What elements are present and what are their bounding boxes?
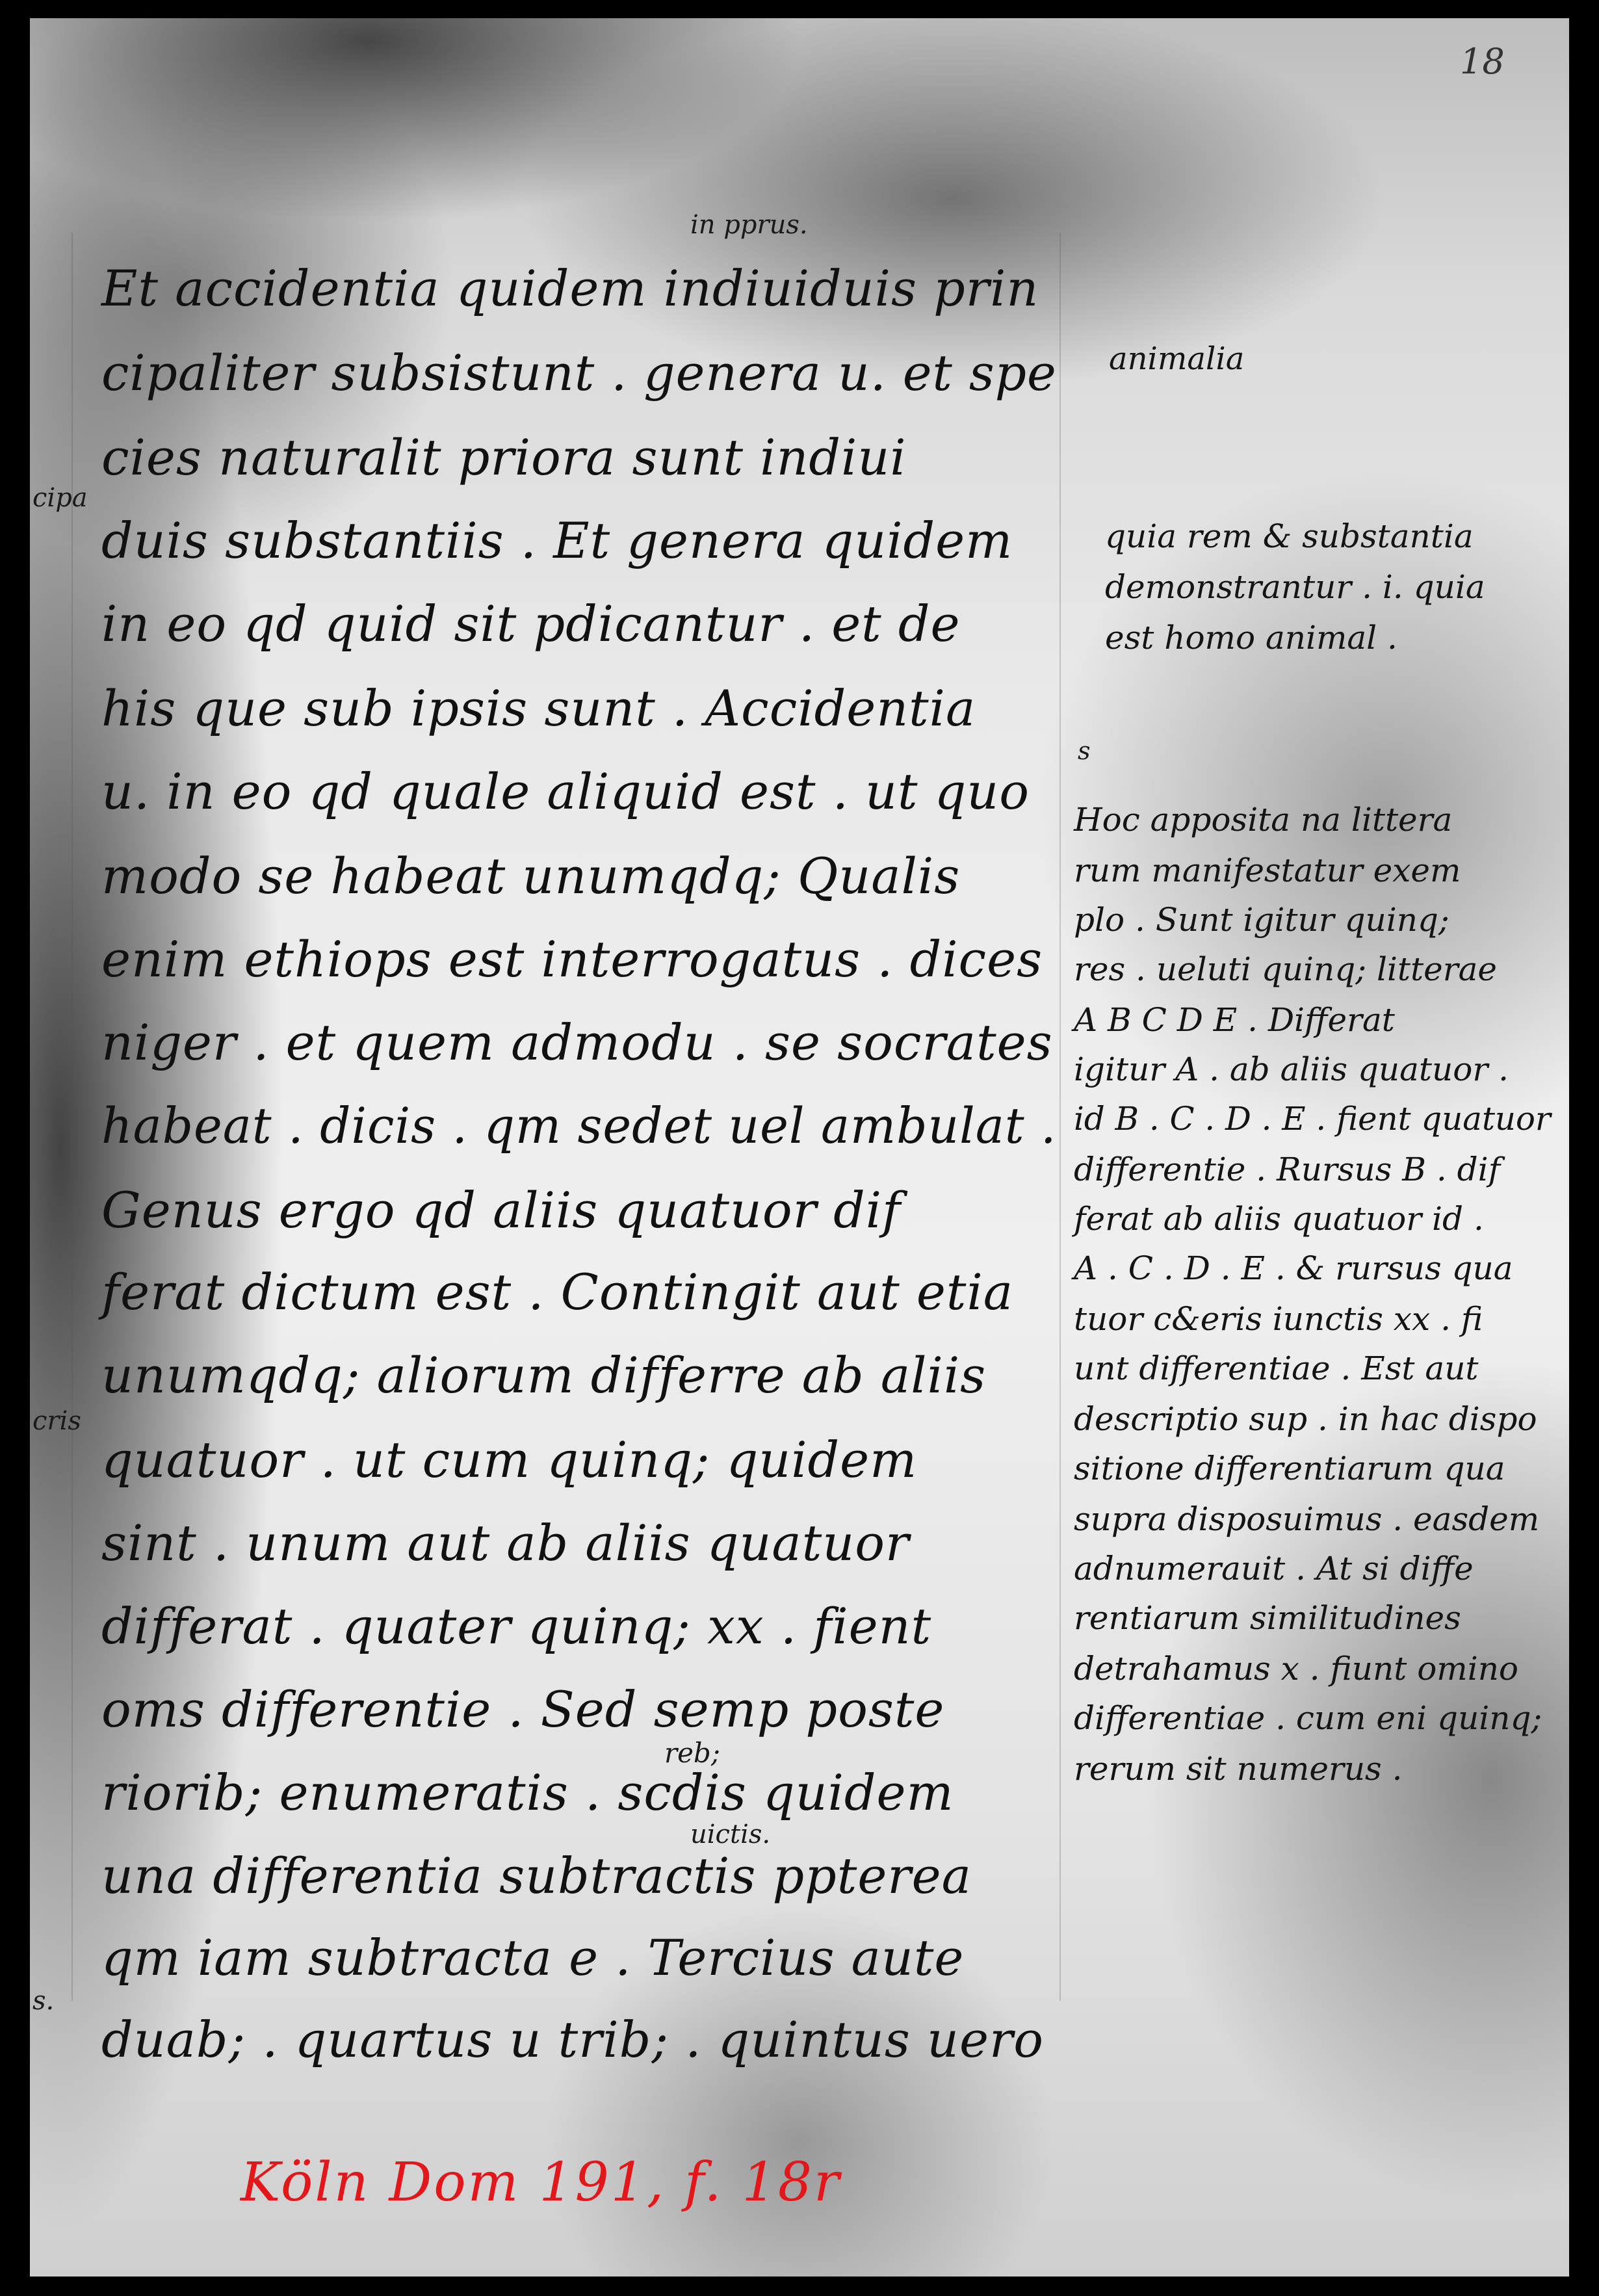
gloss-line: detrahamus x . fiunt omino	[1074, 1650, 1519, 1688]
main-text-line: u. in eo qd quale aliquid est . ut quo	[101, 763, 1030, 820]
ruling-line	[1060, 233, 1061, 2001]
gloss-line: tuor c&eris iunctis xx . fi	[1074, 1300, 1483, 1338]
gloss-line: ferat ab aliis quatuor id .	[1074, 1200, 1484, 1238]
gloss-line: sitione differentiarum qua	[1074, 1450, 1505, 1487]
margin-note-left: cris	[32, 1406, 81, 1436]
interlinear-gloss: reb;	[664, 1737, 720, 1769]
gloss-line: rum manifestatur exem	[1074, 852, 1461, 889]
interlinear-gloss: uictis.	[690, 1820, 771, 1849]
manuscript-page	[30, 18, 1569, 2276]
main-text-line: qm iam subtracta e . Tercius aute	[101, 1929, 965, 1987]
gloss-line: adnumerauit . At si diffe	[1074, 1550, 1474, 1587]
gloss-line: differentiae . cum eni quinq;	[1074, 1699, 1542, 1737]
gloss-line: A . C . D . E . & rursus qua	[1074, 1249, 1513, 1287]
gloss-line: est homo animal .	[1105, 619, 1398, 657]
gloss-line: plo . Sunt igitur quinq;	[1074, 901, 1450, 939]
gloss-line: rentiarum similitudines	[1074, 1599, 1461, 1637]
gloss-line: demonstrantur . i. quia	[1105, 568, 1485, 606]
interlinear-gloss: in pprus.	[690, 210, 808, 240]
gloss-line: supra disposuimus . easdem	[1074, 1500, 1540, 1538]
gloss-line: A B C D E . Differat	[1074, 1001, 1395, 1039]
gloss-line: rerum sit numerus .	[1074, 1750, 1403, 1788]
main-text-line: duis substantiis . Et genera quidem	[101, 512, 1013, 569]
main-text-line: his que sub ipsis sunt . Accidentia	[101, 679, 976, 737]
main-text-line: Et accidentia quidem indiuiduis prin	[101, 259, 1039, 317]
main-text-line: habeat . dicis . qm sedet uel ambulat .	[101, 1097, 1057, 1155]
main-text-line: ferat dictum est . Contingit aut etia	[101, 1263, 1014, 1321]
gloss-mark: s	[1078, 737, 1091, 765]
folio-number: 18	[1460, 41, 1505, 82]
gloss-line: igitur A . ab aliis quatuor .	[1074, 1050, 1509, 1088]
main-text-line: enim ethiops est interrogatus . dices	[101, 930, 1043, 988]
gloss-line: quia rem & substantia	[1105, 517, 1474, 555]
main-text-line: duab; . quartus u trib; . quintus uero	[101, 2011, 1045, 2068]
main-text-line: quatuor . ut cum quinq; quidem	[101, 1431, 918, 1489]
main-text-line: cies naturalit priora sunt indiui	[101, 428, 907, 486]
margin-gloss-animalia: animalia	[1109, 341, 1245, 377]
shelfmark-caption: Köln Dom 191, f. 18r	[240, 2152, 842, 2213]
main-text-line: modo se habeat unumqdq; Qualis	[101, 847, 961, 905]
main-text-line: cipaliter subsistunt . genera u. et spe	[101, 344, 1057, 402]
main-text-line: in eo qd quid sit pdicantur . et de	[101, 595, 961, 653]
gloss-line: descriptio sup . in hac dispo	[1074, 1400, 1537, 1438]
main-text-line: differat . quater quinq; xx . fient	[101, 1597, 932, 1655]
main-text-line: niger . et quem admodu . se socrates	[101, 1013, 1053, 1071]
gloss-line: id B . C . D . E . fient quatuor	[1074, 1100, 1551, 1138]
main-text-line: Genus ergo qd aliis quatuor dif	[101, 1181, 902, 1239]
main-text-line: unumqdq; aliorum differre ab aliis	[101, 1346, 987, 1404]
margin-note-left: s.	[32, 1986, 55, 2016]
main-text-line: una differentia subtractis ppterea	[101, 1847, 972, 1905]
gloss-line: res . ueluti quinq; litterae	[1074, 950, 1498, 988]
gloss-line: Hoc apposita na littera	[1074, 801, 1453, 839]
main-text-line: oms differentie . Sed semp poste	[101, 1680, 945, 1738]
main-text-line: sint . unum aut ab aliis quatuor	[101, 1514, 910, 1572]
gloss-line: differentie . Rursus B . dif	[1074, 1151, 1501, 1188]
gloss-line: unt differentiae . Est aut	[1074, 1350, 1479, 1387]
main-text-line: riorib; enumeratis . scdis quidem	[101, 1764, 954, 1821]
margin-note-left: cipa	[32, 483, 88, 513]
